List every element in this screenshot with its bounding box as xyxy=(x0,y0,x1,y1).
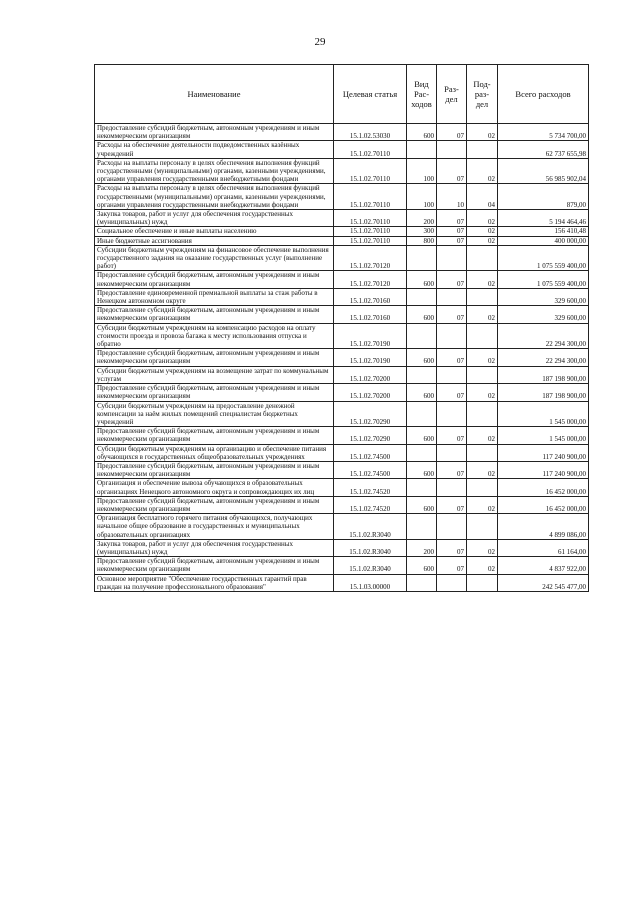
cell-name: Предоставление субсидий бюджетным, автономным учреждениям и иным некоммерческим организациям xyxy=(95,271,334,288)
cell-section: 07 xyxy=(437,236,467,245)
cell-target-article: 15.1.02.R3040 xyxy=(334,557,407,574)
cell-expense-type: 100 xyxy=(407,158,437,184)
cell-name: Расходы на обеспечение деятельности подведомственных казённых учреждений xyxy=(95,141,334,158)
table-row xyxy=(95,349,589,366)
cell-expense-type: 600 xyxy=(407,271,437,288)
cell-total: 329 600,00 xyxy=(498,288,589,305)
cell-expense-type: 600 xyxy=(407,124,437,141)
cell-name: Расходы на выплаты персоналу в целях обеспечения выполнения функций государственными (муниципальными) органами, казенными учреждениями, органами управления государственными внебюджетными фондами xyxy=(95,184,334,210)
header-name: Наименование xyxy=(95,65,334,124)
cell-section xyxy=(437,479,467,496)
cell-expense-type xyxy=(407,444,437,461)
cell-section xyxy=(437,401,467,427)
cell-name: Предоставление субсидий бюджетным, автономным учреждениям и иным некоммерческим организациям xyxy=(95,124,334,141)
table-row xyxy=(95,184,589,210)
cell-expense-type: 200 xyxy=(407,539,437,556)
cell-target-article: 15.1.02.70110 xyxy=(334,236,407,245)
cell-expense-type: 200 xyxy=(407,210,437,227)
cell-name: Предоставление субсидий бюджетным, автономным учреждениям и иным некоммерческим организациям xyxy=(95,384,334,401)
cell-subsection xyxy=(467,401,498,427)
cell-expense-type: 600 xyxy=(407,427,437,444)
table-body xyxy=(95,124,589,592)
cell-name: Предоставление субсидий бюджетным, автономным учреждениям и иным некоммерческим организациям xyxy=(95,496,334,513)
cell-total: 56 985 902,04 xyxy=(498,158,589,184)
cell-target-article: 15.1.02.70120 xyxy=(334,271,407,288)
cell-section xyxy=(437,141,467,158)
cell-expense-type: 800 xyxy=(407,236,437,245)
cell-target-article: 15.1.02.R3040 xyxy=(334,514,407,540)
cell-section: 07 xyxy=(437,496,467,513)
cell-expense-type xyxy=(407,323,437,349)
cell-target-article: 15.1.03.00000 xyxy=(334,574,407,591)
cell-subsection: 02 xyxy=(467,384,498,401)
cell-total: 1 075 559 400,00 xyxy=(498,245,589,271)
cell-total: 5 734 700,00 xyxy=(498,124,589,141)
cell-total: 879,00 xyxy=(498,184,589,210)
table-row xyxy=(95,574,589,591)
cell-section xyxy=(437,574,467,591)
cell-name: Предоставление субсидий бюджетным, автономным учреждениям и иным некоммерческим организациям xyxy=(95,557,334,574)
cell-name: Субсидии бюджетным учреждениям на компенсацию расходов на оплату стоимости проезда и провоза багажа к месту использования отпуска и обратно xyxy=(95,323,334,349)
cell-section: 07 xyxy=(437,210,467,227)
cell-subsection: 02 xyxy=(467,271,498,288)
cell-expense-type xyxy=(407,366,437,383)
cell-section: 07 xyxy=(437,461,467,478)
cell-name: Субсидии бюджетным учреждениям на предоставление денежной компенсации за наём жилых помещений специалистам бюджетных учреждений xyxy=(95,401,334,427)
cell-expense-type: 600 xyxy=(407,496,437,513)
cell-total: 1 075 559 400,00 xyxy=(498,271,589,288)
cell-subsection xyxy=(467,514,498,540)
cell-target-article: 15.1.02.74500 xyxy=(334,461,407,478)
cell-expense-type xyxy=(407,245,437,271)
cell-name: Основное мероприятие "Обеспечение государственных гарантий прав граждан на получение профессионального образования" xyxy=(95,574,334,591)
cell-name: Субсидии бюджетным учреждениям на организацию и обеспечение питания обучающихся в государственных общеобразовательных учреждениях xyxy=(95,444,334,461)
cell-target-article: 15.1.02.70290 xyxy=(334,427,407,444)
cell-name: Организация бесплатного горячего питания обучающихся, получающих начальное общее образование в государственных и муниципальных образовательных организациях xyxy=(95,514,334,540)
cell-expense-type: 100 xyxy=(407,184,437,210)
cell-subsection: 02 xyxy=(467,349,498,366)
table-row xyxy=(95,271,589,288)
cell-section xyxy=(437,514,467,540)
cell-name: Расходы на выплаты персоналу в целях обеспечения выполнения функций государственными (муниципальными) органами, казенными учреждениями, органами управления государственными внебюджетными фондами xyxy=(95,158,334,184)
cell-name: Предоставление единовременной премиальной выплаты за стаж работы в Ненецком автономном округе xyxy=(95,288,334,305)
cell-subsection: 02 xyxy=(467,557,498,574)
header-target-article: Целевая статья xyxy=(334,65,407,124)
table-row xyxy=(95,401,589,427)
cell-total: 156 410,48 xyxy=(498,227,589,236)
cell-subsection xyxy=(467,288,498,305)
table-row xyxy=(95,444,589,461)
cell-section: 07 xyxy=(437,306,467,323)
cell-total: 22 294 300,00 xyxy=(498,349,589,366)
cell-target-article: 15.1.02.70110 xyxy=(334,184,407,210)
table-row xyxy=(95,384,589,401)
cell-expense-type: 600 xyxy=(407,557,437,574)
table-row xyxy=(95,306,589,323)
cell-expense-type: 600 xyxy=(407,306,437,323)
cell-name: Организация и обеспечение вывоза обучающихся в образовательных организациях Ненецкого автономного округа и сопровождающих их лиц xyxy=(95,479,334,496)
cell-target-article: 15.1.02.70110 xyxy=(334,227,407,236)
cell-section: 07 xyxy=(437,427,467,444)
cell-total: 117 240 900,00 xyxy=(498,444,589,461)
cell-total: 61 164,00 xyxy=(498,539,589,556)
cell-name: Закупка товаров, работ и услуг для обеспечения государственных (муниципальных) нужд xyxy=(95,539,334,556)
cell-section: 07 xyxy=(437,349,467,366)
cell-name: Субсидии бюджетным учреждениям на финансовое обеспечение выполнения государственного задания на оказание государственных услуг (выполнение работ) xyxy=(95,245,334,271)
cell-name: Иные бюджетные ассигнования xyxy=(95,236,334,245)
table-row xyxy=(95,427,589,444)
cell-total: 242 545 477,00 xyxy=(498,574,589,591)
page-number: 29 xyxy=(314,36,326,48)
table-row xyxy=(95,124,589,141)
table-row xyxy=(95,158,589,184)
cell-subsection: 02 xyxy=(467,427,498,444)
cell-total: 117 240 900,00 xyxy=(498,461,589,478)
cell-target-article: 15.1.02.74520 xyxy=(334,479,407,496)
cell-expense-type: 300 xyxy=(407,227,437,236)
cell-total: 1 545 000,00 xyxy=(498,401,589,427)
cell-target-article: 15.1.02.70200 xyxy=(334,384,407,401)
cell-total: 1 545 000,00 xyxy=(498,427,589,444)
cell-subsection xyxy=(467,141,498,158)
cell-target-article: 15.1.02.70190 xyxy=(334,323,407,349)
cell-section xyxy=(437,288,467,305)
table-row xyxy=(95,496,589,513)
header-section: Раз-дел xyxy=(437,65,467,124)
table-row xyxy=(95,141,589,158)
cell-section: 07 xyxy=(437,124,467,141)
cell-section xyxy=(437,323,467,349)
cell-total: 16 452 000,00 xyxy=(498,479,589,496)
cell-subsection: 02 xyxy=(467,124,498,141)
table-row xyxy=(95,461,589,478)
cell-name: Предоставление субсидий бюджетным, автономным учреждениям и иным некоммерческим организациям xyxy=(95,427,334,444)
cell-subsection: 02 xyxy=(467,227,498,236)
cell-target-article: 15.1.02.70160 xyxy=(334,288,407,305)
cell-name: Предоставление субсидий бюджетным, автономным учреждениям и иным некоммерческим организациям xyxy=(95,461,334,478)
cell-expense-type xyxy=(407,574,437,591)
cell-name: Предоставление субсидий бюджетным, автономным учреждениям и иным некоммерческим организациям xyxy=(95,306,334,323)
cell-subsection: 04 xyxy=(467,184,498,210)
cell-total: 329 600,00 xyxy=(498,306,589,323)
cell-subsection: 02 xyxy=(467,461,498,478)
cell-target-article: 15.1.02.70190 xyxy=(334,349,407,366)
cell-target-article: 15.1.02.70110 xyxy=(334,210,407,227)
cell-total: 187 198 900,00 xyxy=(498,384,589,401)
cell-subsection: 02 xyxy=(467,539,498,556)
cell-total: 400 000,00 xyxy=(498,236,589,245)
budget-table xyxy=(94,64,589,592)
cell-target-article: 15.1.02.70110 xyxy=(334,141,407,158)
cell-expense-type: 600 xyxy=(407,349,437,366)
table-row xyxy=(95,288,589,305)
cell-expense-type xyxy=(407,141,437,158)
cell-subsection xyxy=(467,444,498,461)
cell-subsection xyxy=(467,323,498,349)
cell-expense-type: 600 xyxy=(407,384,437,401)
cell-target-article: 15.1.02.70120 xyxy=(334,245,407,271)
cell-subsection xyxy=(467,245,498,271)
cell-section xyxy=(437,245,467,271)
table-row xyxy=(95,245,589,271)
cell-target-article: 15.1.02.53030 xyxy=(334,124,407,141)
cell-subsection xyxy=(467,366,498,383)
cell-section: 07 xyxy=(437,539,467,556)
table-row xyxy=(95,323,589,349)
cell-section: 10 xyxy=(437,184,467,210)
cell-subsection: 02 xyxy=(467,158,498,184)
cell-expense-type xyxy=(407,479,437,496)
cell-total: 16 452 000,00 xyxy=(498,496,589,513)
table-row xyxy=(95,227,589,236)
cell-name: Субсидии бюджетным учреждениям на возмещение затрат по коммунальным услугам xyxy=(95,366,334,383)
header-expense-type: Вид Рас-ходов xyxy=(407,65,437,124)
cell-total: 5 194 464,46 xyxy=(498,210,589,227)
cell-subsection xyxy=(467,479,498,496)
cell-section: 07 xyxy=(437,227,467,236)
cell-section: 07 xyxy=(437,384,467,401)
cell-name: Закупка товаров, работ и услуг для обеспечения государственных (муниципальных) нужд xyxy=(95,210,334,227)
cell-target-article: 15.1.02.74500 xyxy=(334,444,407,461)
cell-expense-type xyxy=(407,514,437,540)
cell-name: Социальное обеспечение и иные выплаты населению xyxy=(95,227,334,236)
cell-target-article: 15.1.02.70200 xyxy=(334,366,407,383)
cell-section: 07 xyxy=(437,158,467,184)
table-row xyxy=(95,514,589,540)
cell-total: 4 899 086,00 xyxy=(498,514,589,540)
cell-subsection: 02 xyxy=(467,210,498,227)
cell-expense-type xyxy=(407,401,437,427)
cell-subsection: 02 xyxy=(467,236,498,245)
cell-target-article: 15.1.02.70160 xyxy=(334,306,407,323)
cell-target-article: 15.1.02.70110 xyxy=(334,158,407,184)
cell-expense-type xyxy=(407,288,437,305)
cell-total: 62 737 655,98 xyxy=(498,141,589,158)
cell-subsection: 02 xyxy=(467,496,498,513)
cell-subsection: 02 xyxy=(467,306,498,323)
table-row xyxy=(95,210,589,227)
table-row xyxy=(95,557,589,574)
header-total-expenses: Всего расходов xyxy=(498,65,589,124)
header-subsection: Под-раз-дел xyxy=(467,65,498,124)
table-row xyxy=(95,479,589,496)
table-header-row xyxy=(95,65,589,124)
cell-target-article: 15.1.02.70290 xyxy=(334,401,407,427)
cell-section xyxy=(437,366,467,383)
cell-section: 07 xyxy=(437,271,467,288)
cell-target-article: 15.1.02.74520 xyxy=(334,496,407,513)
cell-total: 187 198 900,00 xyxy=(498,366,589,383)
cell-section xyxy=(437,444,467,461)
cell-name: Предоставление субсидий бюджетным, автономным учреждениям и иным некоммерческим организациям xyxy=(95,349,334,366)
cell-expense-type: 600 xyxy=(407,461,437,478)
table-row xyxy=(95,236,589,245)
table-row xyxy=(95,366,589,383)
table-row xyxy=(95,539,589,556)
cell-subsection xyxy=(467,574,498,591)
cell-section: 07 xyxy=(437,557,467,574)
cell-target-article: 15.1.02.R3040 xyxy=(334,539,407,556)
cell-total: 22 294 300,00 xyxy=(498,323,589,349)
cell-total: 4 837 922,00 xyxy=(498,557,589,574)
